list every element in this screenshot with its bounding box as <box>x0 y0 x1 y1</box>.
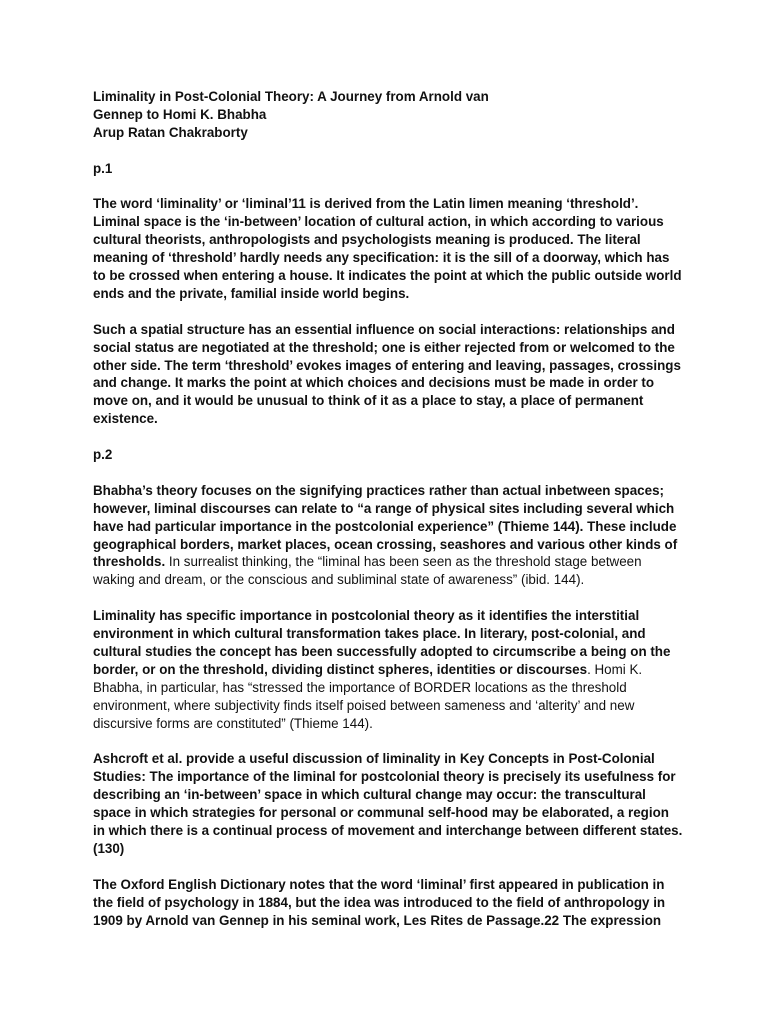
document-header <box>93 88 683 142</box>
page-marker-1: p.1 <box>93 160 113 176</box>
paragraph-3 <box>93 482 683 589</box>
paragraph-4-quote-text: . Homi K. Bhabha, in particular, has “stressed the importance of BORDER locations as the threshold environment, where subjectivity finds itself poised between sameness and ‘alterity’ and new discursive forms are constituted” (Thieme 144). <box>93 661 643 731</box>
page-marker-2: p.2 <box>93 447 113 463</box>
paragraph-5-text: Ashcroft et al. provide a useful discussion of liminality in Key Concepts in Post-Colonial Studies: The importance of the liminal for postcolonial theory is precisely its usefulness for describing an ‘in-between’ space in which cultural change may occur: the transcultural space in which strategies for personal or communal self-hood may be elaborated, a region in which there is a continual process of movement and interchange between different states. (130) <box>93 751 683 856</box>
document-author: Arup Ratan Chakraborty <box>93 124 248 140</box>
paragraph-4-bold-text: Liminality has specific importance in postcolonial theory as it identifies the interstitial environment in which cultural transformation takes place. In literary, post-colonial, and cultural studies the concept has been successfully adopted to circumscribe a being on the border, or on the threshold, dividing distinct spheres, identities or discourses <box>93 608 671 677</box>
paragraph-4 <box>93 607 683 732</box>
document-title-line-2: Gennep to Homi K. Bhabha <box>93 106 267 122</box>
paragraph-2-text: Such a spatial structure has an essential influence on social interactions: relationships and social status are negotiated at the threshold; one is either rejected from or welcomed to the other side. The term ‘threshold’ evokes images of entering and leaving, passages, crossings and change. It marks the point at which choices and decisions must be made in order to move on, and it would be unusual to think of it as a place to stay, a place of permanent existence. <box>93 321 681 427</box>
paragraph-2 <box>93 321 683 428</box>
paragraph-1 <box>93 195 683 302</box>
document-page <box>93 88 683 929</box>
paragraph-6 <box>93 876 683 930</box>
paragraph-3-quote-text: In surrealist thinking, the “liminal has been seen as the threshold stage between waking and dream, or the conscious and subliminal state of awareness” (ibid. 144). <box>93 554 642 588</box>
paragraph-1-text: The word ‘liminality’ or ‘liminal’11 is derived from the Latin limen meaning ‘threshold’. Liminal space is the ‘in-between’ location of cultural action, in which according to various cultural theorists, anthropologists and psychologists meaning is produced. The literal meaning of ‘threshold’ hardly needs any specification: it is the sill of a doorway, which has to be crossed when entering a house. It indicates the point at which the public outside world ends and the private, familial inside world begins. <box>93 196 682 301</box>
paragraph-5 <box>93 750 683 857</box>
paragraph-6-text: The Oxford English Dictionary notes that the word ‘liminal’ first appeared in publication in the field of psychology in 1884, but the idea was introduced to the field of anthropology in 1909 by Arnold van Gennep in his seminal work, Les Rites de Passage.22 The expression <box>93 876 666 928</box>
paragraph-3-bold-text: Bhabha’s theory focuses on the signifying practices rather than actual inbetween spaces; however, liminal discourses can relate to “a range of physical sites including several which have had particular importance in the postcolonial experience” (Thieme 144). These include geographical borders, market places, ocean crossing, seashores and various other kinds of thresholds. <box>93 482 678 570</box>
document-title-line-1: Liminality in Post-Colonial Theory: A Journey from Arnold van <box>93 89 489 104</box>
